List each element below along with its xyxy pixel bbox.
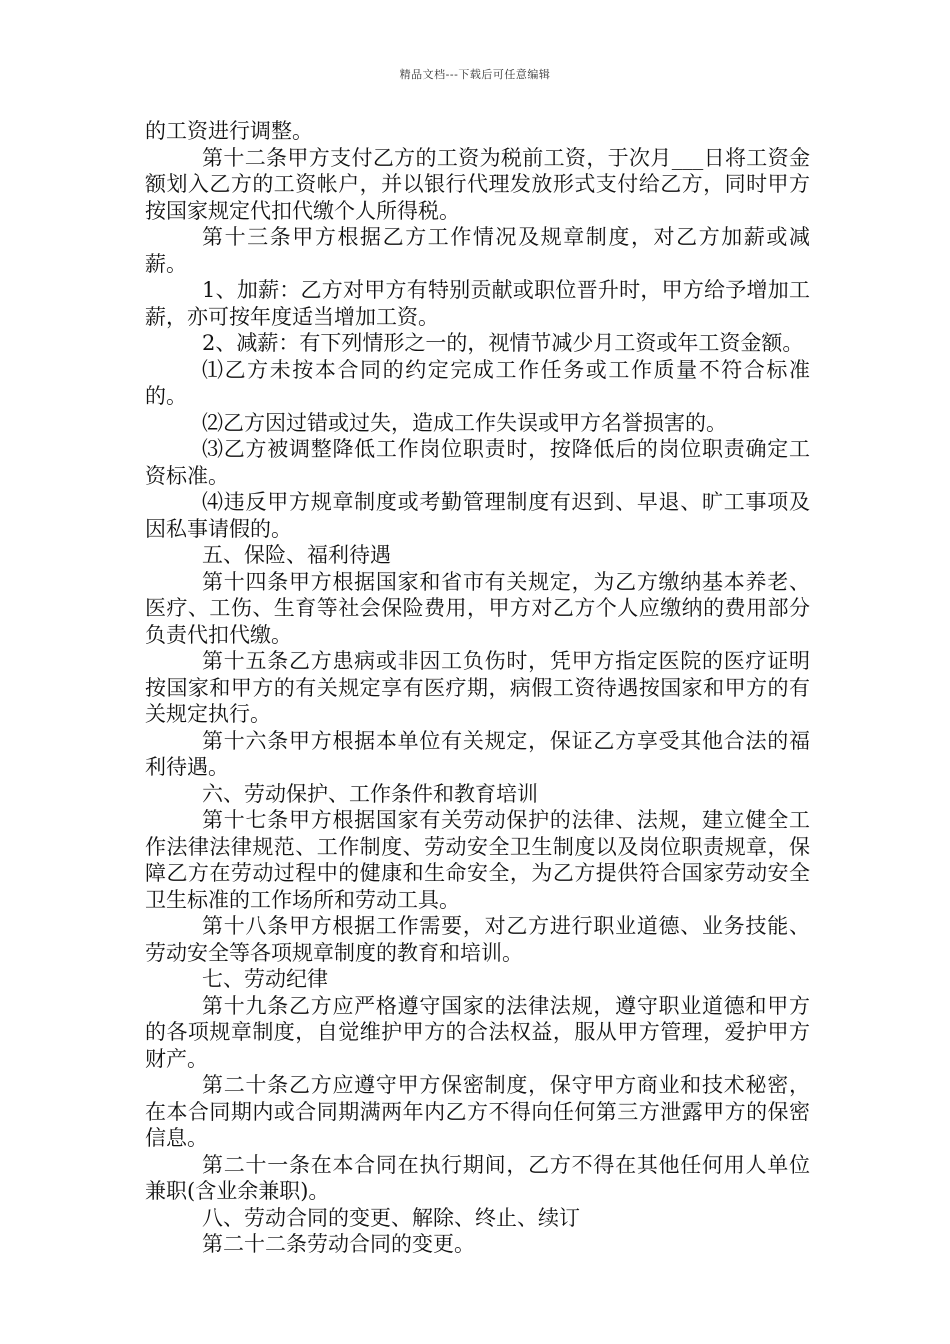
paragraph: 第二十一条在本合同在执行期间，乙方不得在其他任何用人单位兼职(含业余兼职)。 [145,1152,810,1203]
paragraph: 第十六条甲方根据本单位有关规定，保证乙方享受其他合法的福利待遇。 [145,728,810,779]
page-header: 精品文档---下载后可任意编辑 [399,68,551,81]
paragraph: ⑴乙方未按本合同的约定完成工作任务或工作质量不符合标准的。 [145,357,810,408]
paragraph: 第十八条甲方根据工作需要，对乙方进行职业道德、业务技能、劳动安全等各项规章制度的教育和培训。 [145,914,810,965]
section-heading: 六、劳动保护、工作条件和教育培训 [202,781,538,806]
paragraph: ⑵乙方因过错或过失，造成工作失误或甲方名誉损害的。 [202,410,727,435]
paragraph: ⑶乙方被调整降低工作岗位职责时，按降低后的岗位职责确定工资标准。 [145,437,810,488]
section-heading: 五、保险、福利待遇 [202,543,391,567]
paragraph: 第二十二条劳动合同的变更。 [202,1232,475,1256]
paragraph: 第十九条乙方应严格遵守国家的法律法规，遵守职业道德和甲方的各项规章制度，自觉维护甲方的合法权益，服从甲方管理，爱护甲方财产。 [145,993,810,1071]
paragraph: 第二十条乙方应遵守甲方保密制度，保守甲方商业和技术秘密，在本合同期内或合同期满两年内乙方不得向任何第三方泄露甲方的保密信息。 [145,1073,810,1150]
paragraph: 第十五条乙方患病或非因工负伤时，凭甲方指定医院的医疗证明按国家和甲方的有关规定享有医疗期，病假工资待遇按国家和甲方的有关规定执行。 [145,649,810,726]
paragraph: 1、加薪：乙方对甲方有特别贡献或职位晋升时，甲方给予增加工薪，亦可按年度适当增加工资。 [145,278,810,329]
paragraph: 第十七条甲方根据国家有关劳动保护的法律、法规，建立健全工作法律法律规范、工作制度、劳动安全卫生制度以及岗位职责规章，保障乙方在劳动过程中的健康和生命安全，为乙方提供符合国家劳动安全卫生标准的工作场所和劳动工具。 [145,808,810,912]
document-body [145,118,810,1258]
paragraph: ⑷违反甲方规章制度或考勤管理制度有迟到、早退、旷工事项及因私事请假的。 [145,490,810,541]
paragraph: 2、减薪：有下列情形之一的，视情节减少月工资或年工资金额。 [202,331,804,355]
section-heading: 八、劳动合同的变更、解除、终止、续订 [202,1205,580,1230]
paragraph: 第十二条甲方支付乙方的工资为税前工资，于次月___日将工资金额划入乙方的工资帐户，并以银行代理发放形式支付给乙方，同时甲方按国家规定代扣代缴个人所得税。 [145,145,810,223]
paragraph: 第十三条甲方根据乙方工作情况及规章制度，对乙方加薪或减薪。 [145,225,810,276]
section-heading: 七、劳动纪律 [202,967,328,991]
paragraph: 第十四条甲方根据国家和省市有关规定，为乙方缴纳基本养老、医疗、工伤、生育等社会保险费用，甲方对乙方个人应缴纳的费用部分负责代扣代缴。 [145,569,810,647]
paragraph: 的工资进行调整。 [145,119,313,143]
